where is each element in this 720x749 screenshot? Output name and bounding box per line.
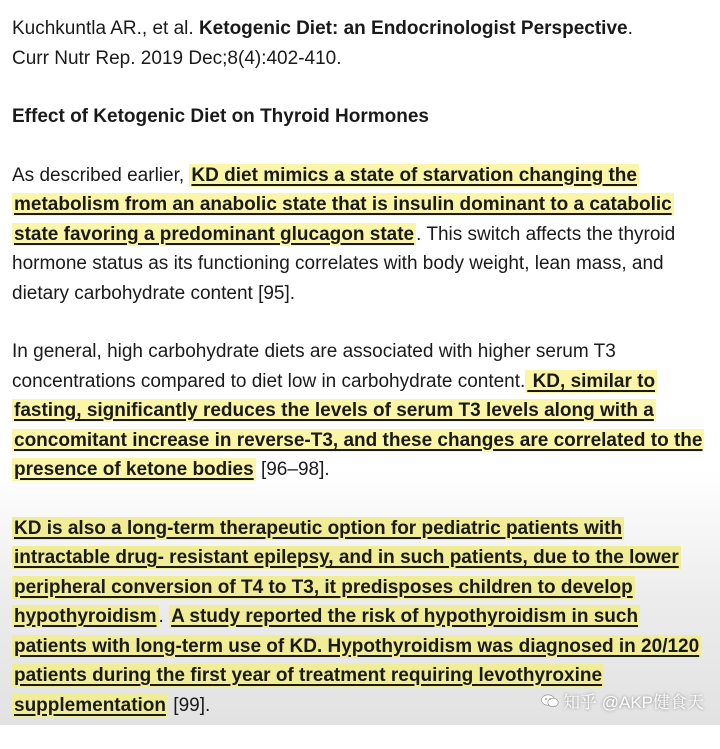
paragraph-3-highlight-2: A study reported the risk of hypothyroidism in such patients with long-term use of KD. Hypothyroidism was diagnosed in 20/120 patients during the first year of treatment requiring levothyroxine supplementation bbox=[14, 606, 700, 716]
section-heading: Effect of Ketogenic Diet on Thyroid Hormones bbox=[12, 106, 429, 127]
paragraph-1-tail: . This switch affects the thyroid hormone status as its functioning correlates with body weight, lean mass, and dietary carbohydrate content [95]. bbox=[12, 223, 676, 304]
paragraph-2-lead: In general, high carbohydrate diets are associated with higher serum T3 concentrations compared to diet low in carbohydrate content. bbox=[12, 341, 616, 392]
paragraph-3-mid: . bbox=[158, 606, 170, 627]
document-content bbox=[12, 14, 708, 749]
paragraph-3-highlight-1: KD is also a long-term therapeutic option for pediatric patients with intractable drug- resistant epilepsy, and in such patients, due to the lower peripheral conversion of T4 to T3, it predisposes children to develop hypothyroidism bbox=[14, 517, 679, 627]
citation bbox=[12, 14, 708, 73]
paragraph-1 bbox=[12, 161, 708, 309]
paragraph-3-tail: [99]. bbox=[168, 694, 211, 716]
paragraph-2 bbox=[12, 337, 708, 485]
watermark bbox=[541, 688, 704, 713]
citation-title-end: . bbox=[627, 18, 633, 39]
wechat-icon bbox=[541, 694, 559, 708]
paragraph-1-highlight: KD diet mimics a state of starvation changing the metabolism from an anabolic state that is insulin dominant to a catabolic state favoring a predominant glucagon state bbox=[14, 164, 672, 245]
paragraph-2-highlight: KD, similar to fasting, significantly reduces the levels of serum T3 levels along with a concomitant increase in reverse-T3, and these changes are correlated to the presence of ketone bodies bbox=[14, 370, 703, 480]
watermark-text: 知乎 @AKP健食天 bbox=[563, 693, 704, 712]
paragraph-2-tail: [96–98]. bbox=[255, 459, 330, 480]
citation-title: Ketogenic Diet: an Endocrinologist Perspective bbox=[198, 18, 628, 39]
paragraph-1-lead: As described earlier, bbox=[12, 164, 190, 186]
citation-authors: Kuchkuntla AR., et al. bbox=[12, 18, 194, 39]
citation-journal: Curr Nutr Rep. 2019 Dec;8(4):402-410. bbox=[12, 47, 342, 69]
